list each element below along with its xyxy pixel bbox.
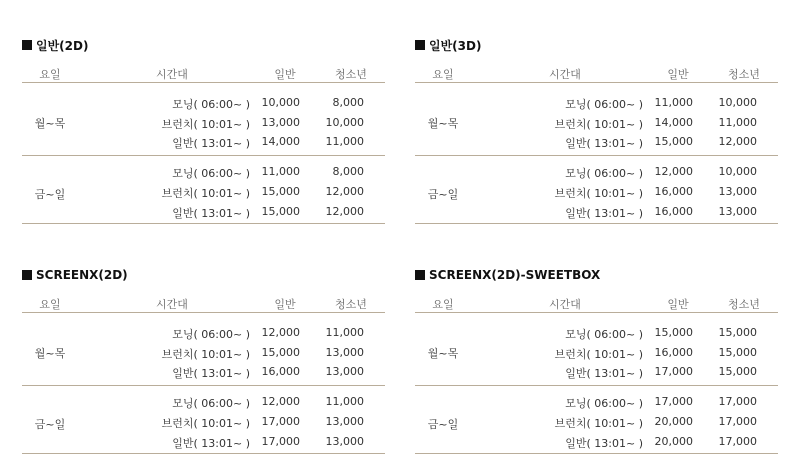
- price-teen: 13,000: [325, 415, 364, 428]
- section-title-text: 일반(3D): [429, 38, 482, 53]
- header-time: 시간대: [549, 298, 581, 311]
- price-general: 11,000: [261, 165, 300, 178]
- table-header: [22, 292, 385, 313]
- price-teen: 17,000: [718, 415, 757, 428]
- price-general: 15,000: [261, 185, 300, 198]
- day-range-label: 금~일: [427, 188, 459, 201]
- price-general: 16,000: [654, 205, 693, 218]
- time-slot: 브런치( 10:01~ ): [554, 417, 643, 430]
- time-slot: 브런치( 10:01~ ): [161, 417, 250, 430]
- header-general: 일반: [274, 298, 296, 311]
- time-slot: 일반( 13:01~ ): [172, 367, 250, 380]
- price-general: 12,000: [261, 326, 300, 339]
- price-teen: 10,000: [718, 165, 757, 178]
- price-section: [415, 38, 778, 224]
- price-general: 14,000: [654, 116, 693, 129]
- price-section: [22, 38, 385, 224]
- price-teen: 13,000: [325, 346, 364, 359]
- price-teen: 13,000: [718, 185, 757, 198]
- price-general: 15,000: [654, 326, 693, 339]
- price-teen: 12,000: [325, 185, 364, 198]
- day-range-label: 월~목: [427, 347, 459, 360]
- table-group-weekend: [22, 386, 385, 454]
- time-slot: 일반( 13:01~ ): [565, 437, 643, 450]
- day-range-label: 금~일: [34, 188, 66, 201]
- section-title: [22, 268, 385, 282]
- time-slot: 모닝( 06:00~ ): [565, 397, 643, 410]
- price-teen: 13,000: [325, 365, 364, 378]
- square-bullet-icon: [415, 270, 425, 280]
- price-general: 17,000: [261, 415, 300, 428]
- table-header: [22, 62, 385, 83]
- price-teen: 11,000: [325, 326, 364, 339]
- header-day: 요일: [432, 68, 454, 81]
- price-general: 16,000: [654, 346, 693, 359]
- price-teen: 11,000: [718, 116, 757, 129]
- table-group-weekend: [22, 156, 385, 224]
- price-teen: 17,000: [718, 435, 757, 448]
- day-range-label: 금~일: [427, 418, 459, 431]
- header-day: 요일: [39, 68, 61, 81]
- price-general: 13,000: [261, 116, 300, 129]
- section-title: [22, 38, 385, 52]
- time-slot: 일반( 13:01~ ): [172, 437, 250, 450]
- time-slot: 브런치( 10:01~ ): [161, 348, 250, 361]
- time-slot: 일반( 13:01~ ): [565, 207, 643, 220]
- time-slot: 모닝( 06:00~ ): [172, 98, 250, 111]
- square-bullet-icon: [415, 40, 425, 50]
- header-general: 일반: [667, 298, 689, 311]
- time-slot: 브런치( 10:01~ ): [161, 118, 250, 131]
- price-general: 10,000: [261, 96, 300, 109]
- header-time: 시간대: [549, 68, 581, 81]
- header-general: 일반: [274, 68, 296, 81]
- time-slot: 일반( 13:01~ ): [172, 207, 250, 220]
- table-group-weekday: [22, 313, 385, 386]
- time-slot: 모닝( 06:00~ ): [565, 98, 643, 111]
- header-teen: 청소년: [728, 68, 760, 81]
- section-title-text: 일반(2D): [36, 38, 89, 53]
- price-general: 12,000: [261, 395, 300, 408]
- price-general: 15,000: [261, 205, 300, 218]
- price-general: 15,000: [654, 135, 693, 148]
- time-slot: 일반( 13:01~ ): [172, 137, 250, 150]
- day-range-label: 월~목: [34, 117, 66, 130]
- price-general: 12,000: [654, 165, 693, 178]
- time-slot: 브런치( 10:01~ ): [554, 348, 643, 361]
- header-general: 일반: [667, 68, 689, 81]
- price-general: 17,000: [261, 435, 300, 448]
- time-slot: 모닝( 06:00~ ): [172, 397, 250, 410]
- time-slot: 모닝( 06:00~ ): [565, 328, 643, 341]
- section-title: [415, 268, 778, 282]
- price-general: 17,000: [654, 395, 693, 408]
- price-teen: 15,000: [718, 346, 757, 359]
- price-teen: 10,000: [718, 96, 757, 109]
- day-range-label: 월~목: [34, 347, 66, 360]
- table-group-weekday: [22, 83, 385, 156]
- price-teen: 12,000: [325, 205, 364, 218]
- price-teen: 15,000: [718, 326, 757, 339]
- price-general: 17,000: [654, 365, 693, 378]
- price-section: [415, 268, 778, 454]
- time-slot: 일반( 13:01~ ): [565, 137, 643, 150]
- price-teen: 17,000: [718, 395, 757, 408]
- price-teen: 11,000: [325, 135, 364, 148]
- section-title-text: SCREENX(2D): [36, 268, 128, 282]
- section-title-text: SCREENX(2D)-SWEETBOX: [429, 268, 601, 282]
- price-general: 20,000: [654, 435, 693, 448]
- price-teen: 8,000: [332, 165, 364, 178]
- time-slot: 브런치( 10:01~ ): [161, 187, 250, 200]
- price-section: [22, 268, 385, 454]
- header-teen: 청소년: [335, 298, 367, 311]
- price-general: 16,000: [261, 365, 300, 378]
- time-slot: 모닝( 06:00~ ): [172, 328, 250, 341]
- square-bullet-icon: [22, 270, 32, 280]
- price-teen: 10,000: [325, 116, 364, 129]
- price-general: 20,000: [654, 415, 693, 428]
- price-general: 16,000: [654, 185, 693, 198]
- price-teen: 11,000: [325, 395, 364, 408]
- table-group-weekday: [415, 313, 778, 386]
- header-time: 시간대: [156, 298, 188, 311]
- time-slot: 모닝( 06:00~ ): [172, 167, 250, 180]
- time-slot: 모닝( 06:00~ ): [565, 167, 643, 180]
- header-day: 요일: [432, 298, 454, 311]
- price-teen: 13,000: [325, 435, 364, 448]
- table-group-weekend: [415, 156, 778, 224]
- price-general: 14,000: [261, 135, 300, 148]
- table-header: [415, 62, 778, 83]
- header-day: 요일: [39, 298, 61, 311]
- day-range-label: 금~일: [34, 418, 66, 431]
- table-header: [415, 292, 778, 313]
- price-teen: 12,000: [718, 135, 757, 148]
- time-slot: 일반( 13:01~ ): [565, 367, 643, 380]
- day-range-label: 월~목: [427, 117, 459, 130]
- section-title: [415, 38, 778, 52]
- price-teen: 15,000: [718, 365, 757, 378]
- time-slot: 브런치( 10:01~ ): [554, 118, 643, 131]
- price-teen: 8,000: [332, 96, 364, 109]
- header-teen: 청소년: [335, 68, 367, 81]
- price-general: 15,000: [261, 346, 300, 359]
- price-general: 11,000: [654, 96, 693, 109]
- table-group-weekend: [415, 386, 778, 454]
- header-teen: 청소년: [728, 298, 760, 311]
- time-slot: 브런치( 10:01~ ): [554, 187, 643, 200]
- table-group-weekday: [415, 83, 778, 156]
- price-teen: 13,000: [718, 205, 757, 218]
- header-time: 시간대: [156, 68, 188, 81]
- square-bullet-icon: [22, 40, 32, 50]
